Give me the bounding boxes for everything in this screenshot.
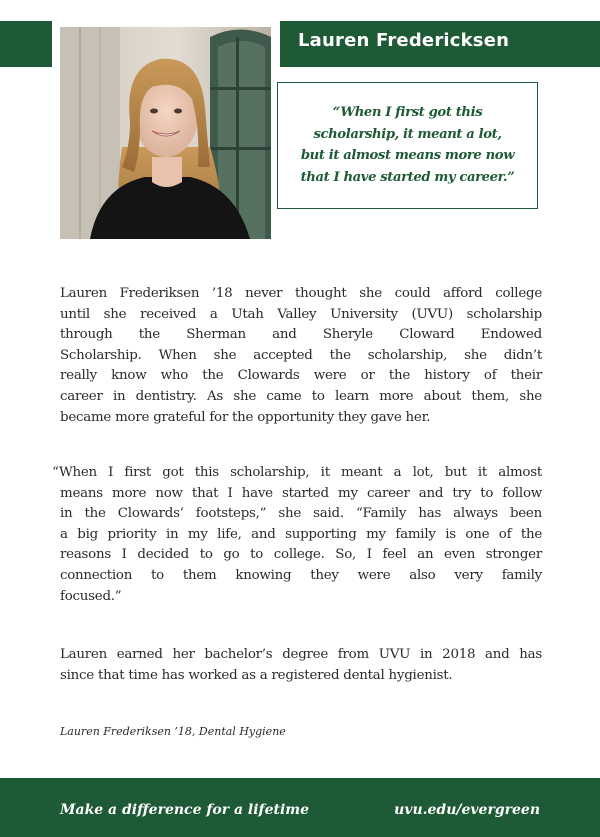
pull-quote [280,102,535,188]
pull-quote-line: “When I first got this [332,105,483,120]
body-line: reasons I decided to go to college. So, I feel an even stronger [60,547,542,563]
body-line: Lauren Frederiksen ’18 never thought she could afford college [60,286,542,301]
footer-tagline: Make a difference for a lifetime [60,802,309,818]
body-paragraph-1 [60,284,542,428]
body-line: in the Clowards’ footsteps,” she said. “Family has always been [60,506,542,522]
body-line: a big priority in my life, and supporting my family is one of the [60,526,542,542]
body-line: Lauren earned her bachelor’s degree from UVU in 2018 and has [60,647,542,662]
body-line: since that time has worked as a registered dental hygienist. [60,667,453,683]
body-paragraph-3 [60,645,542,686]
body-line: really know who the Clowards were or the history of their [60,368,542,384]
pull-quote-line: but it almost means more now [300,148,515,163]
body-line: career in dentistry. As she came to learn more about them, she [60,388,542,404]
body-line: connection to them knowing they were also very family [60,567,542,583]
body-line: means more now that I have started my career and try to follow [60,485,542,501]
body-line: “When I first got this scholarship, it meant a lot, but it almost [52,465,542,480]
body-paragraph-2 [52,463,542,607]
body-line: became more grateful for the opportunity they gave her. [60,409,431,425]
pull-quote-line: scholarship, it meant a lot, [313,126,502,142]
photo-caption: Lauren Frederiksen ’18, Dental Hygiene [60,725,286,738]
body-line: Scholarship. When she accepted the scholarship, she didn’t [60,347,542,363]
body-line: through the Sherman and Sheryle Cloward Endowed [60,327,542,343]
footer-website-link[interactable]: uvu.edu/evergreen [394,802,540,818]
body-line: until she received a Utah Valley University (UVU) scholarship [60,306,542,322]
body-line: focused.” [60,588,122,604]
page-title: Lauren Fredericksen [298,30,510,51]
portrait-photo [60,27,271,239]
pull-quote-line: that I have started my career.” [300,169,515,185]
